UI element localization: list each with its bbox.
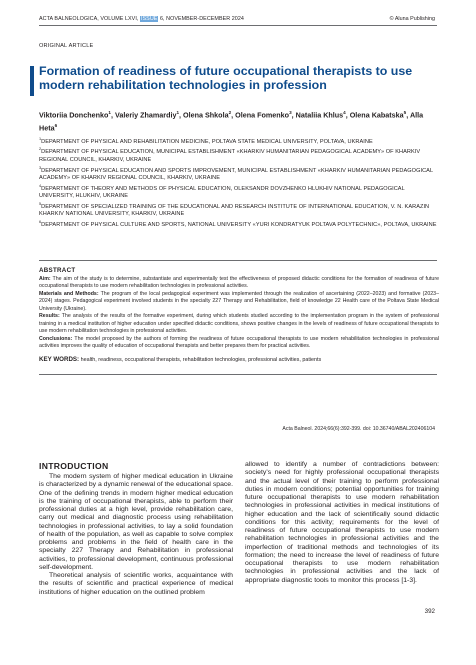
journal-header (39, 16, 244, 22)
affiliation-item (39, 136, 439, 146)
affiliation-text: DEPARTMENT OF PHYSICAL EDUCATION, MUNICIPAL ESTABLISHMENT «KHARKIV HUMANITARIAN PEDAGOGICAL ACADEMY» OF KHARKIV REGIONAL COUNCIL, KHARKIV, UKRAINE (39, 149, 421, 163)
affiliation-number: 1 (39, 137, 42, 141)
abstract-aim: Aim: The aim of the study is to determine, substantiate and experimentally test the effectiveness of proposed didactic conditions for the formation of readiness of future occupational therapists to use modern rehabilitation technologies in professional activities. (39, 275, 439, 289)
author-name: Viktoriia Donchenko (39, 110, 109, 120)
author-affiliation-mark: 4 (343, 110, 346, 115)
author-affiliation-mark: 1 (108, 110, 111, 115)
journal-issue: 6, NOVEMBER-DECEMBER 2024 (159, 16, 244, 22)
affiliation-text: DEPARTMENT OF PHYSICAL CULTURE AND SPORTS, NATIONAL UNIVERSITY «YURI KONDRATYUK POLTAVA POLYTECHNIC», POLTAVA, UKRAINE (41, 221, 437, 228)
body-column-left (39, 473, 233, 597)
affiliation-item (39, 201, 439, 219)
publisher-label: © Aluna Publishing (389, 16, 435, 22)
abstract-block (39, 267, 439, 351)
introduction-heading: INTRODUCTION (39, 461, 109, 471)
article-type: ORIGINAL ARTICLE (39, 43, 94, 49)
affiliation-text: DEPARTMENT OF THEORY AND METHODS OF PHYSICAL EDUCATION, OLEKSANDR DOVZHENKO HLUKHIV NATIONAL PEDAGOGICAL UNIVERSITY, HLUKHIV, UKRAINE (39, 185, 405, 199)
author-list: Viktoriia Donchenko$^1$, Valeriy Zhamardiy$^1$, Olena Shkola$^2$, Olena Fomenko$^3$, Nataliia Khlus$^4$, Olena Kabatska$^5$, Alla Heta$^6$ (39, 110, 424, 133)
keywords-line (39, 356, 439, 365)
affiliation-number: 4 (39, 183, 42, 188)
article-title: Formation of readiness of future occupational therapists to use modern rehabilitation technologies in profession (39, 64, 413, 92)
title-accent-bar (30, 66, 34, 96)
affiliation-item (39, 146, 439, 164)
affiliation-text: DEPARTMENT OF SPECIALIZED TRAINING OF THE EDUCATIONAL AND RESEARCH INSTITUTE OF INTERNATIONAL EDUCATION, V. N. KARAZIN KHARKIV NATIONAL UNIVERSITY, KHARKIV, UKRAINE (39, 203, 430, 218)
header-divider (39, 25, 437, 26)
author-affiliation-mark: 1 (176, 110, 180, 115)
abstract-conclusions: Conclusions: The model proposed by the authors of forming the readiness of future occupational therapists to use modern rehabilitation technologies in professional activities improves the quality of education of occupational therapists and better prepares them for practical activities. (39, 335, 439, 349)
affiliation-item (39, 165, 439, 183)
author-name: Olena Kabatska (349, 110, 404, 120)
abstract-top-divider (39, 260, 437, 261)
author-name: Olena Fomenko (235, 110, 290, 120)
author-name: Nataliia Khlus (295, 110, 344, 120)
affiliation-text: DEPARTMENT OF PHYSICAL AND REHABILITATION MEDICINE, POLTAVA STATE MEDICAL UNIVERSITY, POLTAVA, UKRAINE (41, 138, 373, 145)
abstract-heading: ABSTRACT (39, 267, 76, 274)
keywords-label: KEY WORDS: (39, 356, 80, 363)
affiliation-text: DEPARTMENT OF PHYSICAL EDUCATION AND SPORTS IMPROVEMENT, MUNICIPAL ESTABLISHMENT «KHARKIV HUMANITARIAN PEDAGOGICAL ACADEMY» OF KHARKIV REGIONAL COUNCIL, KHARKIV, UKRAINE (39, 167, 433, 181)
author-name: Valeriy Zhamardiy (114, 110, 177, 120)
journal-name: ACTA BALNEOLOGICA, VOLUME LXVI, (39, 16, 139, 22)
body-paragraph: allowed to identify a number of contradictions between: society’s need for highly professional occupational therapists and the actual level of their training to perform professional duties in modern conditions; potential opportunities for training future occupational therapists to use modern rehabilitation technologies in professional activities in medical institutions of higher education and the lack of scientifically sound didactic conditions for this activity; requirements for the level of readiness of future occupational therapists to use modern rehabilitation technologies in professional activities and the imperfection of traditional methods and technologies of its formation; the need to increase the level of readiness of future occupational therapists to use modern rehabilitation technologies in professional activities and the lack of appropriate diagnostic tools to monitor this process [1-3]. (245, 461, 439, 584)
author-name: Alla Heta (39, 110, 424, 133)
keywords-text: health, readiness, occupational therapists, rehabilitation technologies, professional activities, patients (79, 357, 322, 363)
affiliation-item (39, 219, 439, 229)
affiliation-number: 3 (39, 165, 42, 170)
citation-line: Acta Balneol. 2024;66(6):392-399. doi: 10.36740/ABAL202406104 (282, 426, 435, 432)
affiliation-number: 2 (39, 147, 42, 152)
author-affiliation-mark: 5 (403, 110, 407, 115)
page-number: 392 (424, 608, 435, 615)
affiliation-list (39, 136, 439, 229)
affiliation-number: 5 (39, 201, 42, 206)
abstract-methods: Materials and Methods: The program of the local pedagogical experiment was implemented through the realization of ascertaining (2022–2023) and formative (2023–2024) stages. Pedagogical experiment involved students in the specialty 227 Therapy and Rehabilitation, field of knowledge 22 Health care of the Poltava State Medical University (Ukraine). (39, 290, 440, 312)
body-paragraph: Theoretical analysis of scientific works, acquaintance with the results of scientific and practical experience of medical institutions of higher education on the outlined problem (39, 572, 233, 596)
affiliation-number: 6 (39, 219, 42, 224)
abstract-results: Results: The analysis of the results of the formative experiment, during which students studied according to the implementation program in the system of professional training in a medical institution of higher education under specified didactic conditions, shows positive changes in the levels of readiness of future occupational therapists to use modern rehabilitation technologies in professional activities. (39, 313, 439, 334)
author-name: Olena Shkola (183, 110, 229, 120)
abstract-bottom-divider (39, 374, 437, 375)
author-affiliation-mark: 6 (54, 122, 58, 128)
issue-label: ISSUE (140, 16, 158, 22)
affiliation-item (39, 183, 439, 201)
body-column-right (245, 461, 439, 585)
body-paragraph: The modern system of higher medical education in Ukraine is characterized by a dynamic renewal of the educational space. One of the defining trends in modern higher medical education is the training of occupational therapists, able to perform their professional duties at a high level, provide rehabilitation care, carry out medical and diagnostic process using rehabilitation technologies in professional activities, to lay a solid foundation of health of the population, as well as capable to solve complex problems and problems in the field of health care in the specialty 227 Therapy and Rehabilitation in professional activities, to professional development, continuous professional self-development. (39, 473, 234, 571)
author-affiliation-mark: 3 (289, 110, 292, 115)
author-affiliation-mark: 2 (228, 110, 232, 115)
